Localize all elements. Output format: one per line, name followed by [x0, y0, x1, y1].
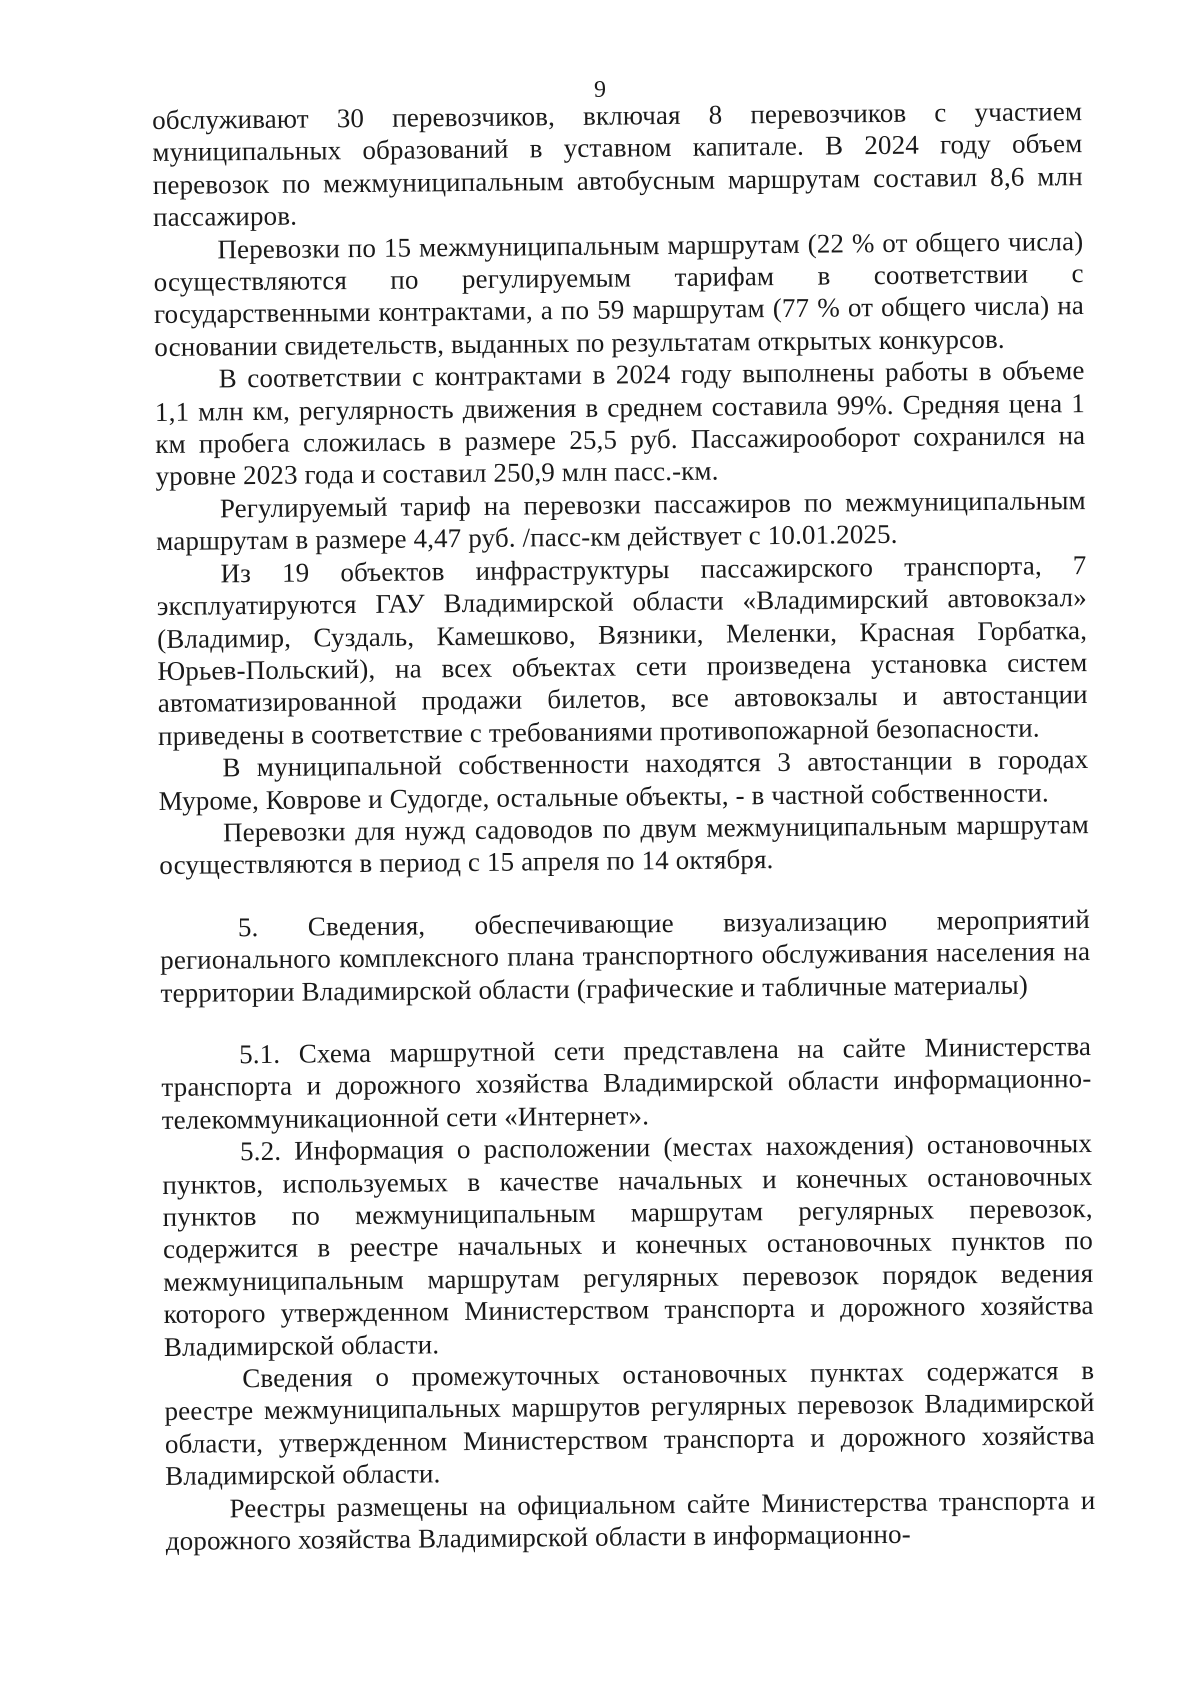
- paragraph-municipal-stations: В муниципальной собственности находятся 3 автостанции в городах Муроме, Коврове и Судогде, остальные объекты, - в частной собственности.: [158, 744, 1089, 816]
- paragraph-contract-results: В соответствии с контрактами в 2024 году выполнены работы в объеме 1,1 млн км, регулярность движения в среднем составила 99%. Средняя цена 1 км пробега сложилась в размере 25,5 руб. Пассажирооборот сохранился на уровне 2023 года и составил 250,9 млн пасс.-км.: [154, 355, 1086, 492]
- section-heading-5: 5. Сведения, обеспечивающие визуализацию мероприятий регионального комплексного плана транспортного обслуживания населения на территории Владимирской области (графические и табличные материалы): [160, 903, 1091, 1008]
- paragraph-gardener-routes: Перевозки для нужд садоводов по двум межмуниципальным маршрутам осуществляются в период с 15 апреля по 14 октября.: [159, 808, 1090, 881]
- page-number: 9: [594, 77, 606, 103]
- paragraph-infrastructure: Из 19 объектов инфраструктуры пассажирского транспорта, 7 эксплуатируются ГАУ Владимирской области «Владимирский автовокзал» (Владимир, Суздаль, Камешково, Вязники, Меленки, Красная Горбатка, Юрьев-Польский), на всех объектах сети произведена установка систем автоматизированной продажи билетов, все автовокзалы и автостанции приведены в соответствие с требованиями противопожарной безопасности.: [156, 549, 1088, 751]
- paragraph-carriers: обслуживают 30 перевозчиков, включая 8 перевозчиков с участием муниципальных образований в уставном капитале. В 2024 году объем перевозок по межмуниципальным автобусным маршрутам составил 8,6 млн пассажиров.: [152, 96, 1083, 233]
- paragraph-tariff: Регулируемый тариф на перевозки пассажиров по межмуниципальным маршрутам в размере 4,47 руб. /пасс-км действует с 10.01.2025.: [156, 484, 1086, 557]
- paragraph-regulated-routes: Перевозки по 15 межмуниципальным маршрутам (22 % от общего числа) осуществляются по регулируемым тарифам в соответствии с государственными контрактами, а по 59 маршрутам (77 % от общего числа) на основании свидетельств, выданных по результатам открытых конкурсов.: [153, 225, 1085, 362]
- paragraph-5-1: 5.1. Схема маршрутной сети представлена на сайте Министерства транспорта и дорожного хозяйства Владимирской области информационно-телекоммуникационной сети «Интернет».: [161, 1030, 1092, 1135]
- paragraph-5-2: 5.2. Информация о расположении (местах нахождения) остановочных пунктов, используемых в качестве начальных и конечных остановочных пунктов по межмуниципальным маршрутам регулярных перевозок, содержится в реестре начальных и конечных остановочных пунктов по межмуниципальным маршрутам регулярных перевозок порядок ведения которого утвержденном Министерством транспорта и дорожного хозяйства Владимирской области.: [162, 1128, 1094, 1362]
- paragraph-registries: Реестры размещены на официальном сайте Министерства транспорта и дорожного хозяйства Владимирской области в информационно-: [165, 1484, 1096, 1556]
- paragraph-intermediate-stops: Сведения о промежуточных остановочных пунктах содержатся в реестре межмуниципальных маршрутов регулярных перевозок Владимирской области, утвержденном Министерством транспорта и дорожного хозяйства Владимирской области.: [164, 1355, 1095, 1492]
- document-body: [152, 95, 1096, 1557]
